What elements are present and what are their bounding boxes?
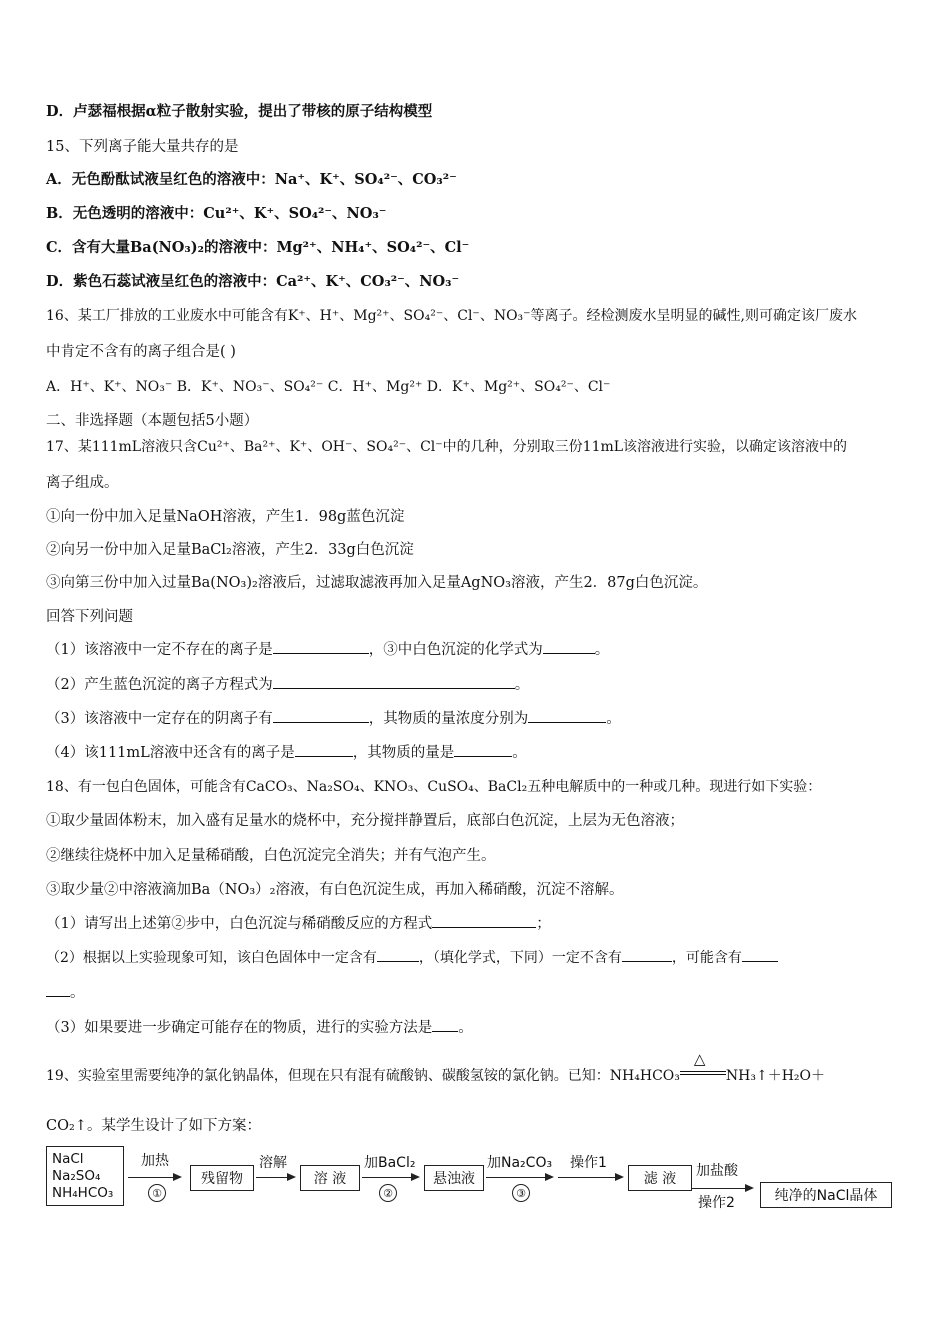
answer-blank[interactable]: [273, 641, 369, 654]
flow-box-solution: 溶 液: [300, 1165, 360, 1191]
q17-experiment-1: ①向一份中加入足量NaOH溶液，产生1．98g蓝色沉淀: [46, 509, 405, 525]
q17-subquestion-3: （3）该溶液中一定存在的阴离子有 ，其物质的量浓度分别为 。: [46, 711, 621, 727]
q14-option-d: D．卢瑟福根据α粒子散射实验，提出了带核的原子结构模型: [46, 103, 433, 120]
answer-blank[interactable]: [454, 744, 512, 757]
q17-subquestion-4: （4）该111mL溶液中还含有的离子是 ，其物质的量是 。: [46, 745, 527, 761]
q15-option-a: A．无色酚酞试液呈红色的溶液中：Na⁺、K⁺、SO₄²⁻、CO₃²⁻: [46, 171, 457, 188]
arrow-right-icon: [256, 1177, 294, 1178]
q18-subquestion-1: （1）请写出上述第②步中，白色沉淀与稀硝酸反应的方程式 ；: [46, 916, 551, 932]
arrow-right-icon: [692, 1188, 752, 1189]
q15-option-b: B．无色透明的溶液中：Cu²⁺、K⁺、SO₄²⁻、NO₃⁻: [46, 205, 387, 222]
step3-label: 加BaCl₂: [364, 1155, 416, 1171]
step1-number: ①: [148, 1184, 166, 1202]
q18-experiment-2: ②继续往烧杯中加入足量稀硝酸，白色沉淀完全消失；并有气泡产生。: [46, 848, 496, 864]
flow-start-box: NaCl Na₂SO₄ NH₄HCO₃: [46, 1146, 124, 1206]
answer-blank[interactable]: [528, 710, 606, 723]
heating-condition: [680, 1050, 726, 1080]
answer-blank[interactable]: [273, 676, 515, 689]
step6-label: 加盐酸: [696, 1163, 738, 1179]
q18-experiment-3: ③取少量②中溶液滴加Ba（NO₃）₂溶液，有白色沉淀生成，再加入稀硝酸，沉淀不溶解。: [46, 882, 624, 898]
answer-blank[interactable]: [432, 1019, 458, 1032]
step1-label: 加热: [141, 1153, 169, 1169]
q18-stem: 18、有一包白色固体，可能含有CaCO₃、Na₂SO₄、KNO₃、CuSO₄、BaCl₂五种电解质中的一种或几种。现进行如下实验：: [46, 779, 822, 795]
q18-subquestion-2: （2）根据以上实验现象可知，该白色固体中一定含有 ，（填化学式，下同）一定不含有 ，可能含有: [46, 948, 778, 968]
section-heading: 二、非选择题（本题包括5小题）: [46, 413, 259, 429]
q18-subquestion-3: （3）如果要进一步确定可能存在的物质，进行的实验方法是 。: [46, 1020, 473, 1036]
q17-subquestion-1: （1）该溶液中一定不存在的离子是 ，③中白色沉淀的化学式为 。: [46, 642, 610, 658]
q16-stem-line1: 16、某工厂排放的工业废水中可能含有K⁺、H⁺、Mg²⁺、SO₄²⁻、Cl⁻、NO₃⁻等离子。经检测废水呈明显的碱性,则可确定该厂废水: [46, 308, 857, 324]
q15-option-d: D．紫色石蕊试液呈红色的溶液中：Ca²⁺、K⁺、CO₃²⁻、NO₃⁻: [46, 273, 460, 290]
arrow-right-icon: [486, 1177, 552, 1178]
step2-label: 溶解: [259, 1155, 287, 1171]
q17-experiment-3: ③向第三份中加入过量Ba(NO₃)₂溶液后，过滤取滤液再加入足量AgNO₃溶液，产生2．87g白色沉淀。: [46, 575, 708, 591]
step3-number: ③: [512, 1184, 530, 1202]
q17-subquestion-2: （2）产生蓝色沉淀的离子方程式为 。: [46, 677, 530, 693]
step6-sublabel: 操作2: [698, 1195, 735, 1211]
arrow-right-icon: [128, 1177, 180, 1178]
flow-box-residue: 残留物: [190, 1165, 254, 1191]
answer-blank[interactable]: [622, 949, 672, 962]
q17-experiment-2: ②向另一份中加入足量BaCl₂溶液，产生2．33g白色沉淀: [46, 542, 414, 558]
answer-blank[interactable]: [295, 744, 353, 757]
answer-blank[interactable]: [377, 949, 419, 962]
answer-blank[interactable]: [432, 915, 536, 928]
q17-stem-line1: 17、某111mL溶液只含Cu²⁺、Ba²⁺、K⁺、OH⁻、SO₄²⁻、Cl⁻中的几种，分别取三份11mL该溶液进行实验，以确定该溶液中的: [46, 439, 848, 455]
answer-blank[interactable]: [273, 710, 369, 723]
q17-prompt: 回答下列问题: [46, 609, 133, 625]
step4-label: 加Na₂CO₃: [487, 1155, 553, 1171]
flow-box-filtrate: 滤 液: [628, 1165, 692, 1191]
step2-number: ②: [379, 1184, 397, 1202]
answer-blank[interactable]: [46, 984, 70, 997]
q15-option-c: C．含有大量Ba(NO₃)₂的溶液中：Mg²⁺、NH₄⁺、SO₄²⁻、Cl⁻: [46, 239, 470, 256]
q19-stem-line1: 19、实验室里需要纯净的氯化钠晶体，但现在只有混有硫酸钠、碳酸氢铵的氯化钠。已知：NH₄HCO₃ △ NH₃↑＋H₂O＋: [46, 1050, 826, 1084]
q18-experiment-1: ①取少量固体粉末，加入盛有足量水的烧杯中，充分搅拌静置后，底部白色沉淀，上层为无色溶液；: [46, 813, 684, 829]
q18-subquestion-2-cont: 。: [46, 983, 85, 1003]
answer-blank[interactable]: [543, 641, 595, 654]
triangle-icon: △: [693, 1050, 706, 1068]
q15-stem: 15、下列离子能大量共存的是: [46, 139, 239, 155]
arrow-right-icon: [558, 1177, 622, 1178]
q16-options: A．H⁺、K⁺、NO₃⁻ B．K⁺、NO₃⁻、SO₄²⁻ C．H⁺、Mg²⁺ D．K⁺、Mg²⁺、SO₄²⁻、Cl⁻: [46, 379, 611, 395]
q16-stem-line2: 中肯定不含有的离子组合是( ): [46, 344, 236, 360]
flow-box-pure-nacl: 纯净的NaCl晶体: [760, 1182, 892, 1208]
flow-box-suspension: 悬浊液: [424, 1165, 484, 1191]
q17-stem-line2: 离子组成。: [46, 475, 119, 491]
answer-blank[interactable]: [742, 949, 778, 962]
step5-label: 操作1: [570, 1155, 607, 1171]
arrow-right-icon: [362, 1177, 418, 1178]
q19-stem-line2: CO₂↑。某学生设计了如下方案：: [46, 1118, 261, 1134]
